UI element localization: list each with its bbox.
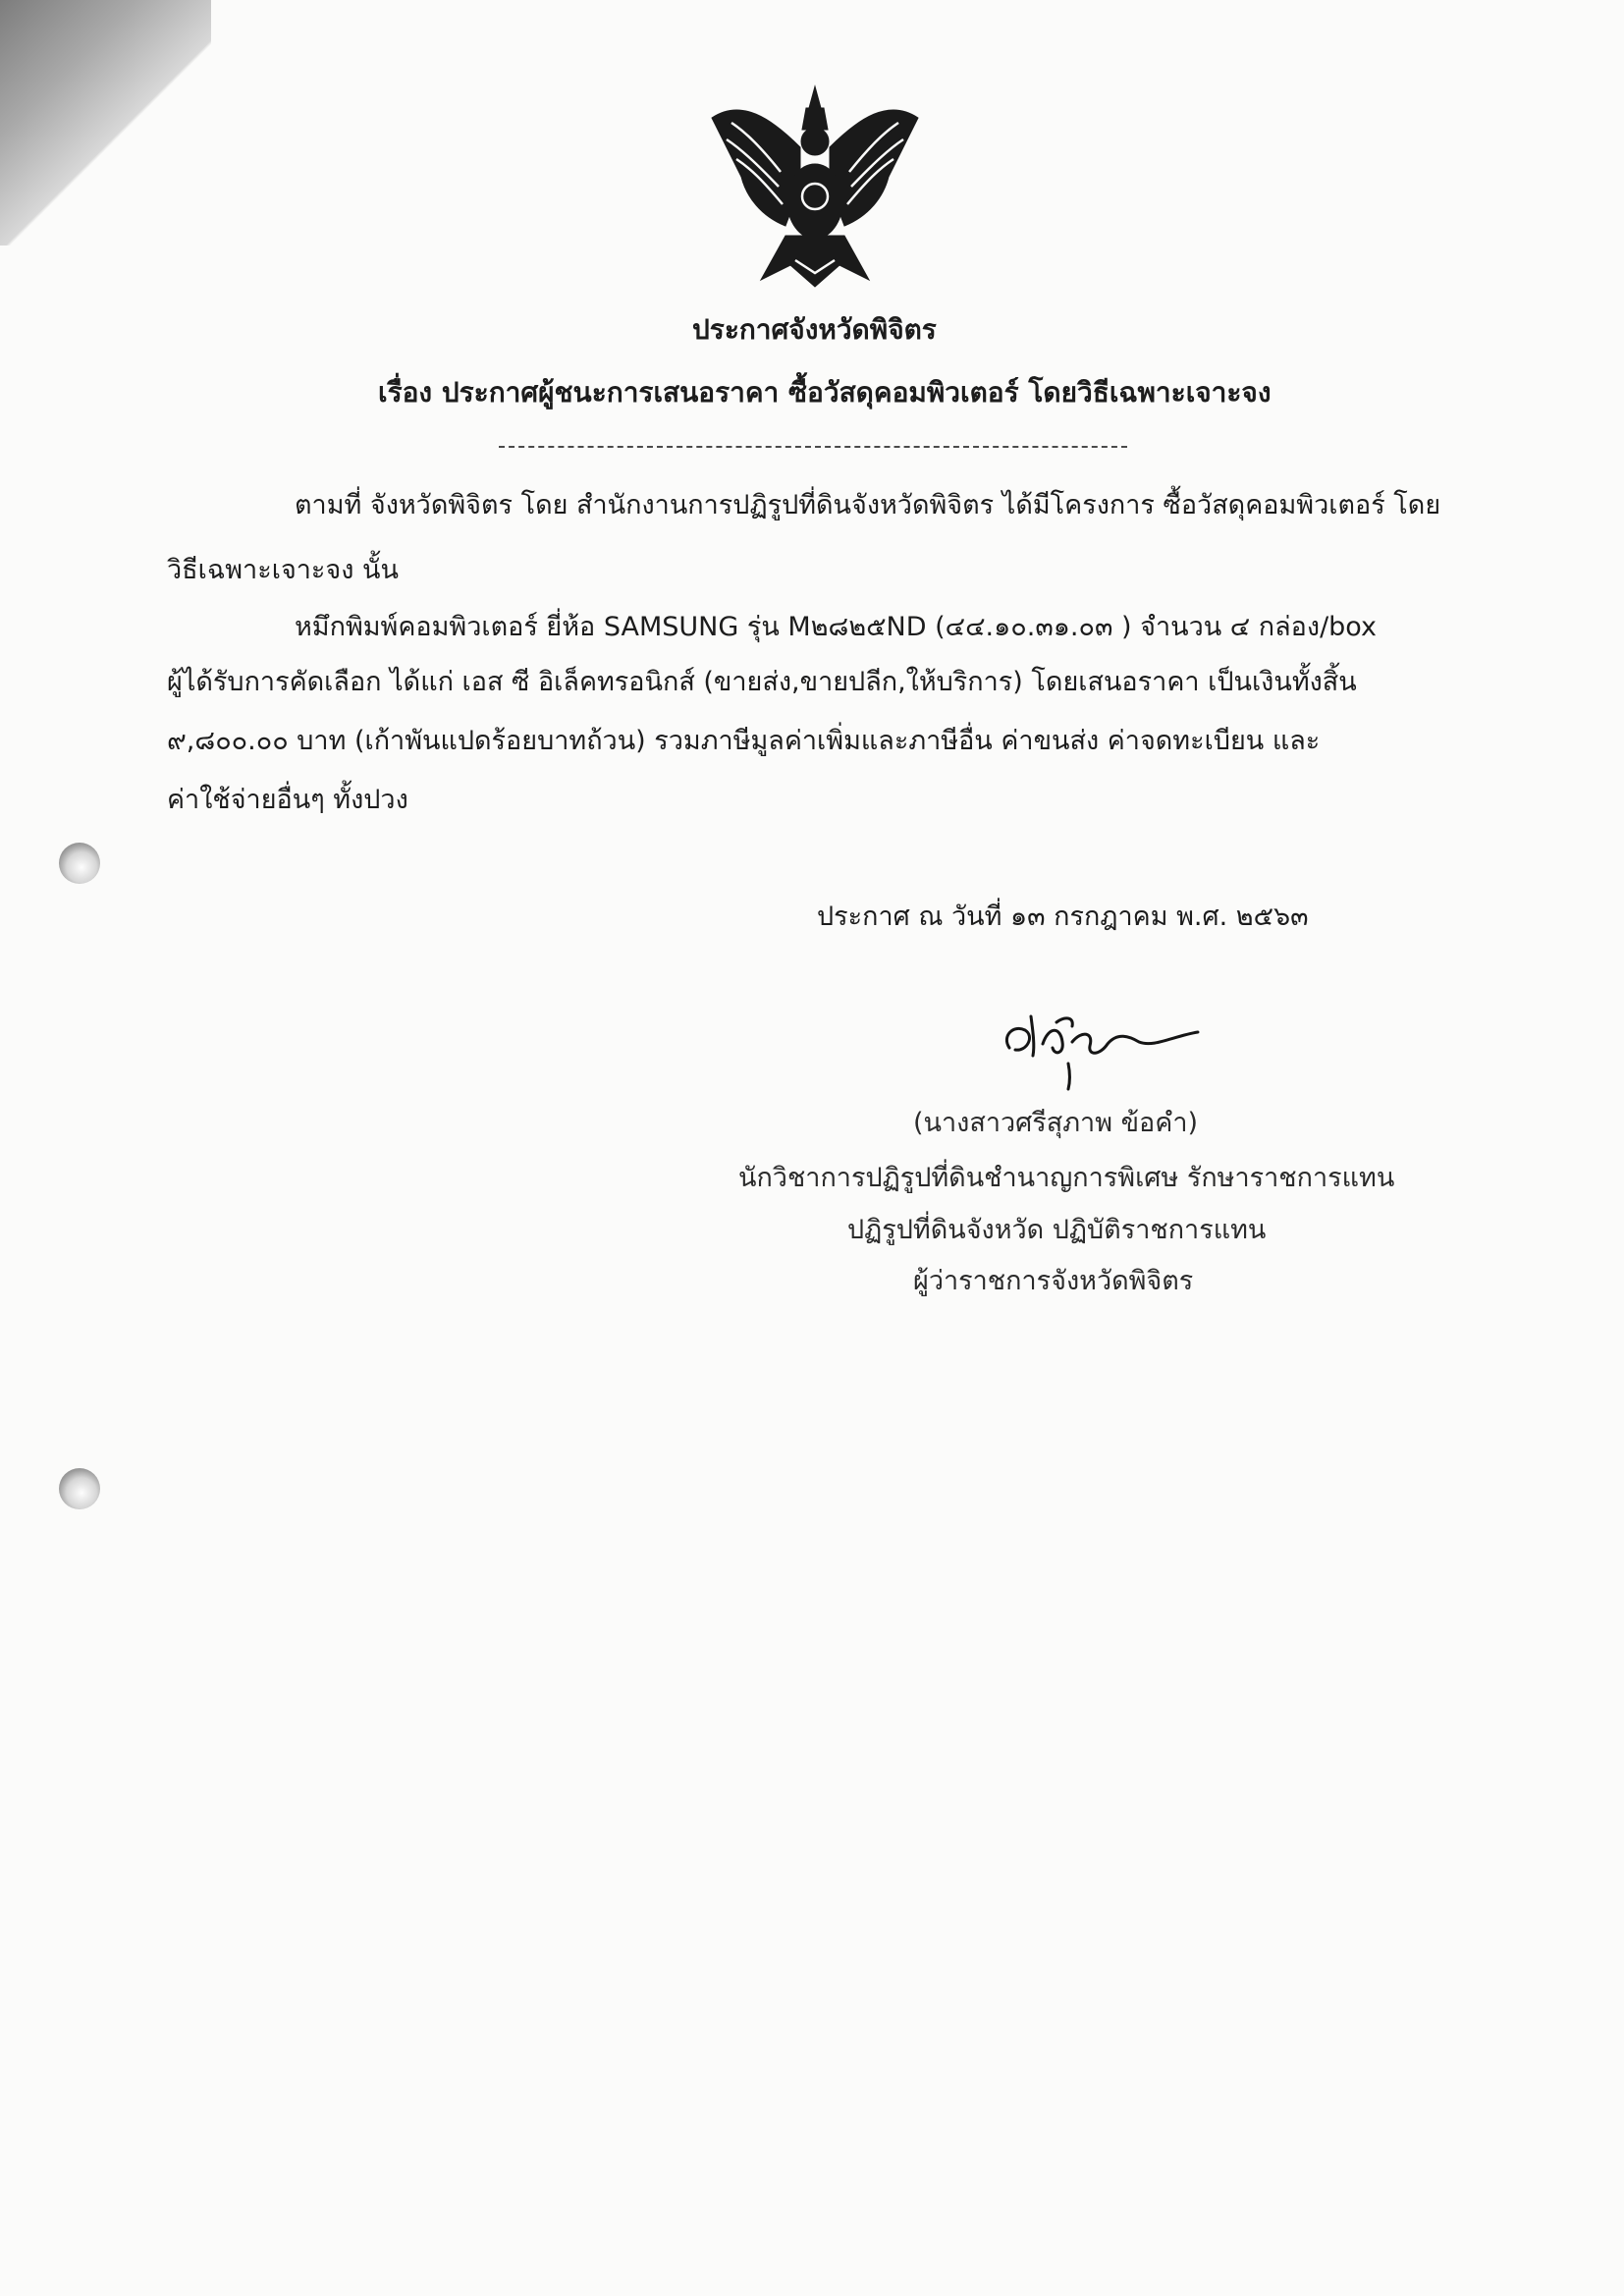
divider [499,446,1127,448]
signatory-position: นักวิชาการปฏิรูปที่ดินชำนาญการพิเศษ รักษาราชการแทน [738,1163,1395,1193]
punch-hole [59,1468,100,1509]
handwritten-signature [992,987,1218,1095]
document-subject: เรื่อง ประกาศผู้ชนะการเสนอราคา ซื้อวัสดุคอมพิวเตอร์ โดยวิธีเฉพาะเจาะจง [378,376,1272,409]
body-line: วิธีเฉพาะเจาะจง นั้น [167,555,399,585]
signatory-name: (นางสาวศรีสุภาพ ข้อคำ) [913,1108,1199,1138]
signatory-position: ปฏิรูปที่ดินจังหวัด ปฏิบัติราชการแทน [847,1215,1267,1245]
signatory-position: ผู้ว่าราชการจังหวัดพิจิตร [913,1266,1194,1296]
announcement-date: ประกาศ ณ วันที่ ๑๓ กรกฎาคม พ.ศ. ๒๕๖๓ [817,902,1309,932]
folded-corner [0,0,211,246]
body-line: หมึกพิมพ์คอมพิวเตอร์ ยี่ห้อ SAMSUNG รุ่น M๒๘๒๕ND (๔๔.๑๐.๓๑.๐๓ ) จำนวน ๔ กล่อง/box [295,612,1377,642]
garuda-emblem-icon [702,79,928,304]
punch-hole [59,843,100,884]
body-line: ตามที่ จังหวัดพิจิตร โดย สำนักงานการปฏิรูปที่ดินจังหวัดพิจิตร ได้มีโครงการ ซื้อวัสดุคอมพิวเตอร์ โดย [295,490,1441,520]
body-line: ๙,๘๐๐.๐๐ บาท (เก้าพันแปดร้อยบาทถ้วน) รวมภาษีมูลค่าเพิ่มและภาษีอื่น ค่าขนส่ง ค่าจดทะเบียน และ [167,726,1321,756]
body-line: ค่าใช้จ่ายอื่นๆ ทั้งปวง [167,785,408,815]
body-line: ผู้ได้รับการคัดเลือก ได้แก่ เอส ซี อิเล็คทรอนิกส์ (ขายส่ง,ขายปลีก,ให้บริการ) โดยเสนอราคา เป็นเงินทั้งสิ้น [167,667,1357,697]
document-heading: ประกาศจังหวัดพิจิตร [692,313,937,346]
